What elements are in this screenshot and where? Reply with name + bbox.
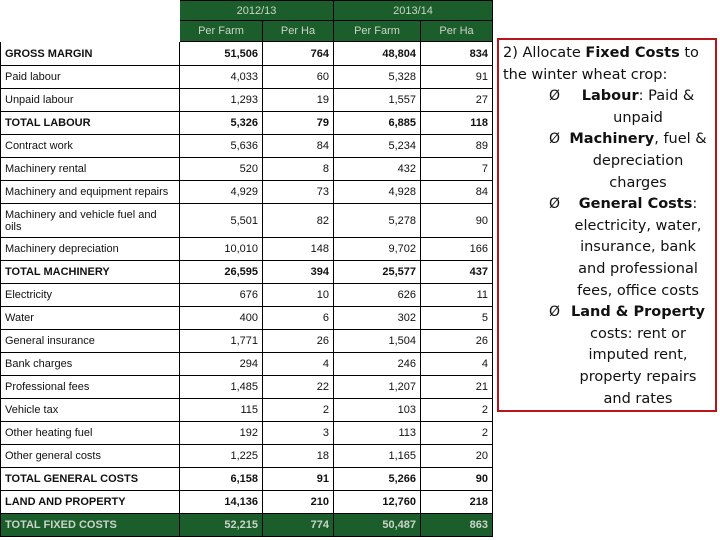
row-label: Water [1,307,180,330]
row-label: TOTAL LABOUR [1,112,180,135]
row-value: 4,928 [334,181,421,204]
table-row [1,66,493,89]
row-value: 50,487 [334,514,421,537]
table-row [1,353,493,376]
row-value: 14,136 [180,491,263,514]
table-row [1,376,493,399]
table-row [1,112,493,135]
row-value: 84 [263,135,334,158]
subheader-per-farm-2012: Per Farm [180,21,263,42]
row-label: General insurance [1,330,180,353]
table-row [1,307,493,330]
row-value: 26,595 [180,261,263,284]
row-value: 115 [180,399,263,422]
row-label: Machinery and vehicle fuel and oils [1,204,180,238]
row-value: 27 [421,89,493,112]
row-value: 4,033 [180,66,263,89]
row-value: 1,225 [180,445,263,468]
row-value: 5,636 [180,135,263,158]
table-row [1,42,493,66]
row-value: 118 [421,112,493,135]
year-2013-14-header: 2013/14 [334,1,493,21]
row-value: 210 [263,491,334,514]
row-value: 246 [334,353,421,376]
row-value: 7 [421,158,493,181]
header-blank-cell [1,1,180,21]
row-value: 676 [180,284,263,307]
table-row [1,135,493,158]
row-value: 22 [263,376,334,399]
row-value: 89 [421,135,493,158]
arrow-bullet-icon: Ø [549,88,561,105]
note-bullet-text: : electricity, water, insurance, bank and professional fees, office costs [574,196,702,299]
row-value: 6 [263,307,334,330]
note-list [503,86,711,410]
table-row [1,422,493,445]
table-row [1,181,493,204]
subheader-row [1,21,493,42]
note-bullet-item [503,86,711,129]
table-row [1,399,493,422]
row-label: Machinery depreciation [1,238,180,261]
row-value: 6,885 [334,112,421,135]
row-label: TOTAL MACHINERY [1,261,180,284]
note-bullet-item [503,302,711,410]
table-row [1,89,493,112]
row-value: 302 [334,307,421,330]
table-row [1,158,493,181]
row-value: 113 [334,422,421,445]
row-label: Machinery and equipment repairs [1,181,180,204]
row-value: 1,557 [334,89,421,112]
row-label: Unpaid labour [1,89,180,112]
row-value: 5,234 [334,135,421,158]
row-label: Vehicle tax [1,399,180,422]
row-label: GROSS MARGIN [1,42,180,66]
note-bullet-bold: Land & Property [571,304,705,321]
row-value: 764 [263,42,334,66]
note-bullet-bold: General Costs [578,196,693,213]
row-value: 79 [263,112,334,135]
row-value: 863 [421,514,493,537]
note-bullet-text: : Paid & unpaid [613,88,695,126]
row-value: 437 [421,261,493,284]
row-value: 5 [421,307,493,330]
table-row [1,514,493,537]
row-label: Machinery rental [1,158,180,181]
row-value: 11 [421,284,493,307]
row-value: 5,326 [180,112,263,135]
note-heading: 2) Allocate Fixed Costs to the winter wheat crop: [503,45,699,83]
row-label: LAND AND PROPERTY [1,491,180,514]
row-value: 51,506 [180,42,263,66]
row-label: TOTAL FIXED COSTS [1,514,180,537]
note-bullet-text: , fuel & depreciation charges [592,131,707,191]
year-2012-13-header: 2012/13 [180,1,334,21]
table-row [1,330,493,353]
row-label: Electricity [1,284,180,307]
row-value: 60 [263,66,334,89]
row-value: 10 [263,284,334,307]
row-value: 1,504 [334,330,421,353]
arrow-bullet-icon: Ø [549,131,561,148]
row-value: 1,771 [180,330,263,353]
subheader-per-ha-2013: Per Ha [421,21,493,42]
row-value: 48,804 [334,42,421,66]
table-row [1,284,493,307]
row-value: 432 [334,158,421,181]
table-row [1,468,493,491]
row-value: 1,207 [334,376,421,399]
row-value: 218 [421,491,493,514]
note-bullet-item [503,129,711,194]
row-value: 26 [263,330,334,353]
row-value: 91 [263,468,334,491]
row-value: 90 [421,468,493,491]
row-value: 166 [421,238,493,261]
table-row [1,204,493,238]
row-value: 84 [421,181,493,204]
row-value: 520 [180,158,263,181]
row-value: 2 [421,399,493,422]
row-value: 52,215 [180,514,263,537]
row-value: 91 [421,66,493,89]
row-label: Professional fees [1,376,180,399]
row-value: 90 [421,204,493,238]
row-value: 2 [421,422,493,445]
row-value: 73 [263,181,334,204]
table-body [1,42,493,537]
note-bullet-bold: Labour [581,88,639,105]
arrow-bullet-icon: Ø [549,196,561,213]
row-label: Contract work [1,135,180,158]
row-value: 4 [421,353,493,376]
row-value: 400 [180,307,263,330]
row-value: 626 [334,284,421,307]
row-value: 394 [263,261,334,284]
row-value: 5,278 [334,204,421,238]
row-label: Bank charges [1,353,180,376]
row-value: 294 [180,353,263,376]
row-value: 19 [263,89,334,112]
row-label: Other general costs [1,445,180,468]
row-value: 8 [263,158,334,181]
row-value: 103 [334,399,421,422]
note-bullet-item [503,194,711,302]
note-bullet-text: costs: rent or imputed rent, property repairs and rates [579,325,697,407]
row-value: 148 [263,238,334,261]
row-value: 5,328 [334,66,421,89]
row-label: TOTAL GENERAL COSTS [1,468,180,491]
row-value: 4 [263,353,334,376]
table-row [1,238,493,261]
subheader-per-farm-2013: Per Farm [334,21,421,42]
row-value: 25,577 [334,261,421,284]
row-value: 12,760 [334,491,421,514]
row-value: 18 [263,445,334,468]
table-row [1,491,493,514]
row-value: 10,010 [180,238,263,261]
row-value: 774 [263,514,334,537]
subheader-blank-cell [1,21,180,42]
row-value: 2 [263,399,334,422]
row-value: 1,165 [334,445,421,468]
row-value: 21 [421,376,493,399]
row-value: 26 [421,330,493,353]
table-row [1,261,493,284]
row-label: Paid labour [1,66,180,89]
table-row [1,445,493,468]
year-header-row [1,1,493,21]
note-bullet-bold: Machinery [569,131,655,148]
row-value: 834 [421,42,493,66]
row-value: 1,485 [180,376,263,399]
row-value: 82 [263,204,334,238]
row-label: Other heating fuel [1,422,180,445]
row-value: 192 [180,422,263,445]
row-value: 20 [421,445,493,468]
row-value: 1,293 [180,89,263,112]
row-value: 9,702 [334,238,421,261]
row-value: 4,929 [180,181,263,204]
row-value: 5,501 [180,204,263,238]
arrow-bullet-icon: Ø [549,304,561,321]
row-value: 3 [263,422,334,445]
row-value: 5,266 [334,468,421,491]
instruction-note [497,38,717,412]
subheader-per-ha-2012: Per Ha [263,21,334,42]
row-value: 6,158 [180,468,263,491]
